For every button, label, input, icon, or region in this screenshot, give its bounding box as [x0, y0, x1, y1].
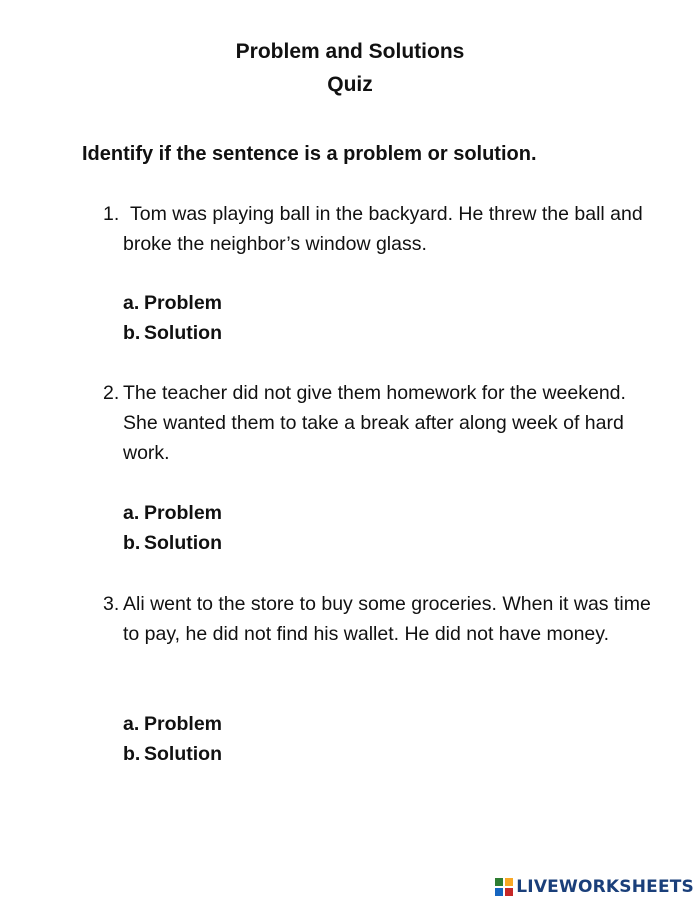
page-title-line2: Quiz — [327, 73, 373, 96]
option-label: Solution — [144, 322, 222, 344]
liveworksheets-logo-icon — [495, 878, 513, 896]
option-letter: b. — [123, 743, 141, 765]
option-letter: a. — [123, 292, 140, 314]
liveworksheets-logo[interactable] — [495, 877, 694, 897]
question-3 — [103, 589, 663, 649]
logo-text: LIVEWORKSHEETS — [516, 877, 694, 897]
option-letter: a. — [123, 713, 140, 735]
question-3-number: 3. — [103, 593, 120, 615]
question-2-number: 2. — [103, 382, 120, 404]
question-2-option-a[interactable] — [123, 500, 222, 526]
option-label: Problem — [144, 292, 223, 314]
question-1 — [103, 199, 663, 259]
option-letter: b. — [123, 322, 141, 344]
question-1-option-a[interactable] — [123, 290, 222, 316]
question-2-option-b[interactable] — [123, 530, 222, 556]
question-1-option-b[interactable] — [123, 320, 222, 346]
question-3-option-a[interactable] — [123, 711, 222, 737]
question-1-number: 1. — [103, 203, 120, 225]
option-label: Problem — [144, 502, 223, 524]
option-label: Problem — [144, 713, 223, 735]
question-3-text: Ali went to the store to buy some groceries. When it was time to pay, he did not find his wallet. He did not have money. — [123, 593, 651, 645]
question-1-text: Tom was playing ball in the backyard. He threw the ball and broke the neighbor’s window glass. — [123, 203, 643, 255]
question-2 — [103, 378, 663, 468]
option-letter: a. — [123, 502, 140, 524]
option-letter: b. — [123, 532, 141, 554]
option-label: Solution — [144, 532, 222, 554]
instruction-text: Identify if the sentence is a problem or solution. — [82, 143, 537, 165]
question-3-option-b[interactable] — [123, 741, 222, 767]
option-label: Solution — [144, 743, 222, 765]
question-2-text: The teacher did not give them homework for the weekend. She wanted them to take a break after along week of hard work. — [123, 382, 626, 464]
page-title-line1: Problem and Solutions — [235, 40, 465, 63]
